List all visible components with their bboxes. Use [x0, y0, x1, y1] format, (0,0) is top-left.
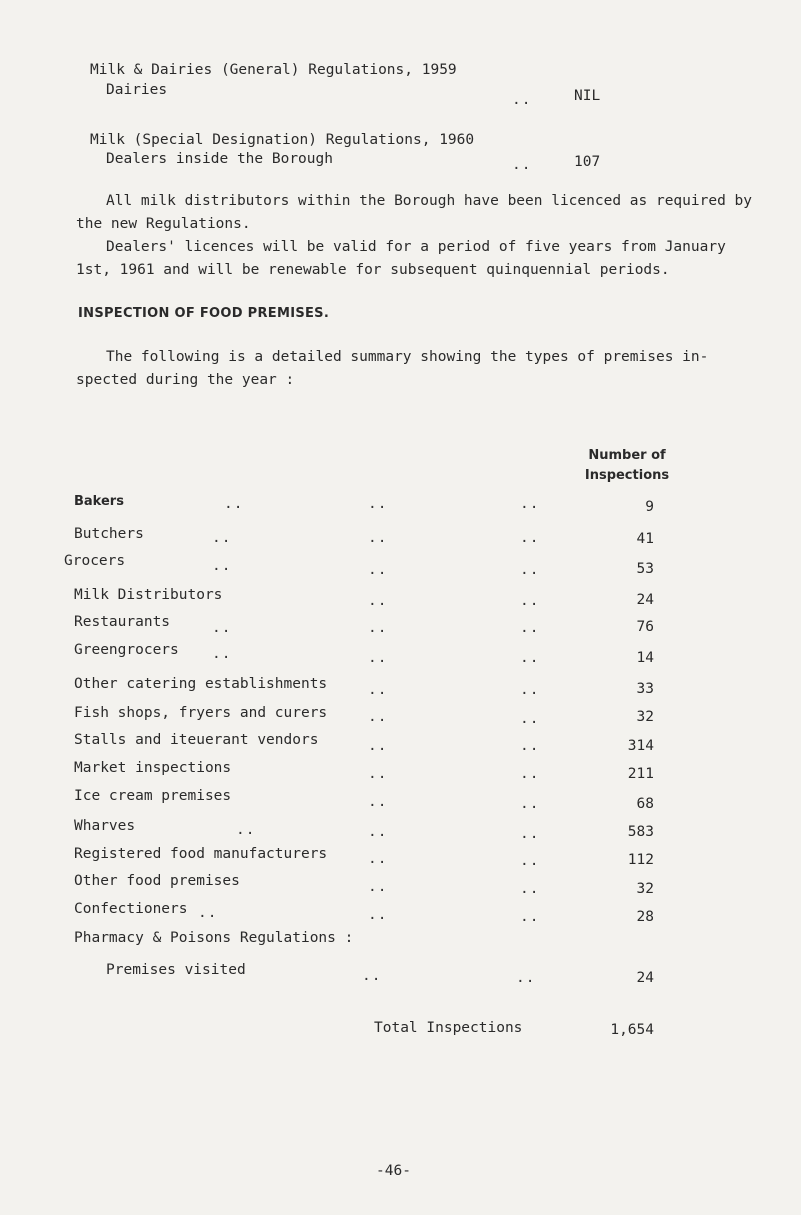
row-label: Restaurants [74, 614, 171, 630]
column-header-line1: Number of [588, 448, 666, 463]
pharmacy-value: 24 [636, 970, 654, 986]
row-value: 112 [627, 852, 654, 868]
regulation-1-value: NIL [574, 88, 601, 104]
row-dots-2: .. [368, 907, 388, 923]
row-value: 32 [636, 881, 654, 897]
regulation-2-dots: .. [512, 157, 532, 173]
row-value: 53 [636, 561, 654, 577]
row-dots-2: .. [368, 794, 388, 810]
row-dots-2: .. [368, 593, 388, 609]
regulation-2-item: Dealers inside the Borough [106, 151, 333, 167]
row-label: Market inspections [74, 760, 232, 776]
total-value: 1,654 [610, 1022, 654, 1038]
row-dots-3: .. [520, 650, 540, 666]
intro-paragraph: The following is a detailed summary showing the types of premises in- spected during the year : [76, 349, 709, 388]
row-dots-2: .. [368, 824, 388, 840]
row-dots-3: .. [520, 562, 540, 578]
total-label: Total Inspections [374, 1020, 523, 1036]
regulation-1-dots: .. [512, 92, 532, 108]
row-dots-2: .. [368, 738, 388, 754]
row-dots-1: .. [212, 620, 232, 636]
row-dots-1: .. [224, 496, 244, 512]
row-value: 32 [636, 709, 654, 725]
row-label: Wharves [74, 818, 136, 834]
row-dots-2: .. [368, 879, 388, 895]
row-dots-3: .. [520, 530, 540, 546]
row-dots-1: .. [212, 530, 232, 546]
row-label: Fish shops, fryers and curers [74, 705, 328, 721]
regulation-2-value: 107 [574, 154, 601, 170]
row-value: 68 [636, 796, 654, 812]
row-dots-1: .. [212, 646, 232, 662]
row-label: Bakers [74, 494, 124, 509]
row-dots-3: .. [516, 970, 536, 986]
row-dots-3: .. [520, 909, 540, 925]
row-dots-2: .. [368, 709, 388, 725]
row-dots-3: .. [520, 738, 540, 754]
row-value: 211 [627, 766, 654, 782]
row-value: 28 [636, 909, 654, 925]
row-value: 9 [645, 499, 654, 515]
regulation-1-title: Milk & Dairies (General) Regulations, 1959 [90, 62, 457, 78]
row-label: Greengrocers [74, 642, 179, 658]
paragraph-validity: Dealers' licences will be valid for a period of five years from January 1st, 1961 and will be renewable for subsequent quinquennial periods. [76, 239, 726, 278]
row-dots-2: .. [368, 562, 388, 578]
row-dots-2: .. [368, 766, 388, 782]
row-value: 33 [636, 681, 654, 697]
regulation-2-title: Milk (Special Designation) Regulations, 1960 [90, 132, 475, 148]
row-dots-2: .. [368, 851, 388, 867]
row-dots-3: .. [520, 796, 540, 812]
row-label: Other food premises [74, 873, 240, 889]
row-dots-2: .. [368, 682, 388, 698]
page-number: -46- [376, 1163, 411, 1179]
row-dots-1: .. [212, 558, 232, 574]
row-label: Milk Distributors [74, 587, 223, 603]
row-value: 41 [636, 531, 654, 547]
pharmacy-sub-label: Premises visited [106, 962, 246, 978]
row-dots-3: .. [520, 682, 540, 698]
row-label: Stalls and iteuerant vendors [74, 732, 319, 748]
row-dots-3: .. [520, 496, 540, 512]
row-label: Butchers [74, 526, 144, 542]
row-label: Other catering establishments [74, 676, 328, 692]
row-value: 314 [627, 738, 654, 754]
row-dots-1: .. [236, 822, 256, 838]
row-dots-3: .. [520, 593, 540, 609]
column-header-line2: Inspections [584, 468, 670, 483]
row-label: Grocers [64, 553, 126, 569]
row-dots-2: .. [368, 496, 388, 512]
row-dots-2: .. [362, 968, 382, 984]
row-dots-3: .. [520, 620, 540, 636]
row-label: Registered food manufacturers [74, 846, 328, 862]
row-value: 76 [636, 619, 654, 635]
row-dots-3: .. [520, 881, 540, 897]
row-dots-2: .. [368, 530, 388, 546]
paragraph-licensing: All milk distributors within the Borough have been licenced as required by the new Regulations. [76, 193, 753, 232]
pharmacy-label: Pharmacy & Poisons Regulations : [74, 930, 354, 946]
row-value: 24 [636, 592, 654, 608]
row-value: 583 [627, 824, 654, 840]
row-dots-1: .. [198, 905, 218, 921]
column-header [562, 446, 692, 486]
row-dots-3: .. [520, 853, 540, 869]
row-label: Confectioners [74, 901, 188, 917]
regulation-1-item: Dairies [106, 82, 168, 98]
row-dots-3: .. [520, 711, 540, 727]
row-dots-3: .. [520, 826, 540, 842]
section-heading: INSPECTION OF FOOD PREMISES. [78, 306, 330, 321]
row-label: Ice cream premises [74, 788, 232, 804]
row-value: 14 [636, 650, 654, 666]
row-dots-2: .. [368, 650, 388, 666]
row-dots-2: .. [368, 620, 388, 636]
row-dots-3: .. [520, 766, 540, 782]
